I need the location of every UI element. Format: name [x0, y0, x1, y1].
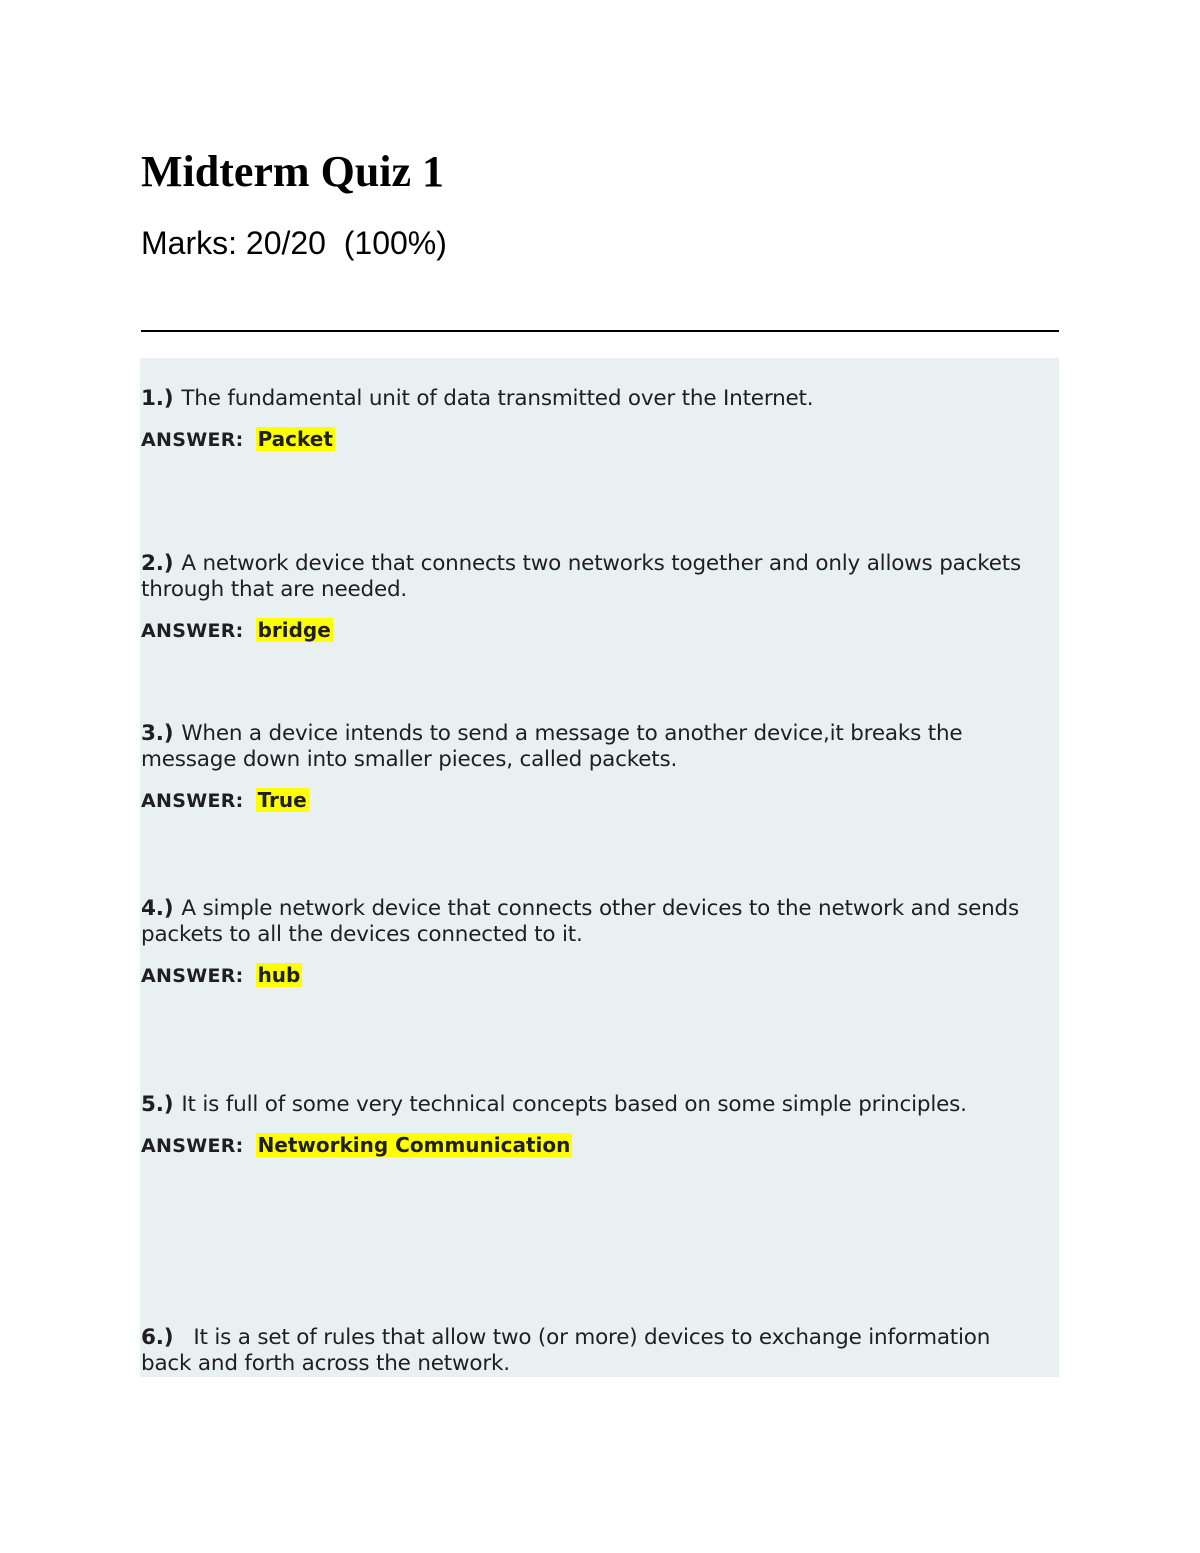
question-2	[141, 551, 1041, 603]
marks-score: Marks: 20/20 (100%)	[141, 225, 447, 261]
answer-value: Packet	[257, 427, 333, 451]
answer-value: Networking Communication	[257, 1133, 571, 1157]
answer-value: bridge	[257, 618, 331, 642]
answer-5	[141, 1132, 572, 1159]
answer-label: ANSWER:	[141, 1135, 244, 1157]
questions-panel	[140, 358, 1059, 1377]
answer-3	[141, 787, 309, 814]
answer-label: ANSWER:	[141, 429, 244, 451]
answer-value: hub	[257, 963, 301, 987]
answer-value: True	[257, 788, 307, 812]
question-text: When a device intends to send a message to another device,it breaks the message down into smaller pieces, called packets.	[141, 721, 963, 772]
question-text: It is full of some very technical concepts based on some simple principles.	[181, 1092, 967, 1117]
page-title: Midterm Quiz 1	[141, 147, 445, 196]
divider	[141, 330, 1059, 332]
question-5	[141, 1092, 1041, 1118]
question-text: A network device that connects two networks together and only allows packets through that are needed.	[141, 551, 1021, 602]
question-number: 3.)	[141, 721, 174, 746]
question-number: 6.)	[141, 1325, 174, 1350]
answer-label: ANSWER:	[141, 620, 244, 642]
answer-4	[141, 962, 302, 989]
question-text: A simple network device that connects other devices to the network and sends packets to all the devices connected to it.	[141, 896, 1019, 947]
question-6	[141, 1325, 1041, 1377]
question-3	[141, 721, 1041, 773]
question-number: 5.)	[141, 1092, 174, 1117]
question-text: The fundamental unit of data transmitted over the Internet.	[181, 386, 814, 411]
answer-2	[141, 617, 333, 644]
answer-1	[141, 426, 335, 453]
question-number: 4.)	[141, 896, 174, 921]
answer-label: ANSWER:	[141, 790, 244, 812]
question-number: 2.)	[141, 551, 174, 576]
question-text: It is a set of rules that allow two (or more) devices to exchange information back and forth across the network.	[141, 1325, 991, 1376]
answer-label: ANSWER:	[141, 965, 244, 987]
question-number: 1.)	[141, 386, 174, 411]
question-1	[141, 386, 1041, 412]
question-4	[141, 896, 1041, 948]
